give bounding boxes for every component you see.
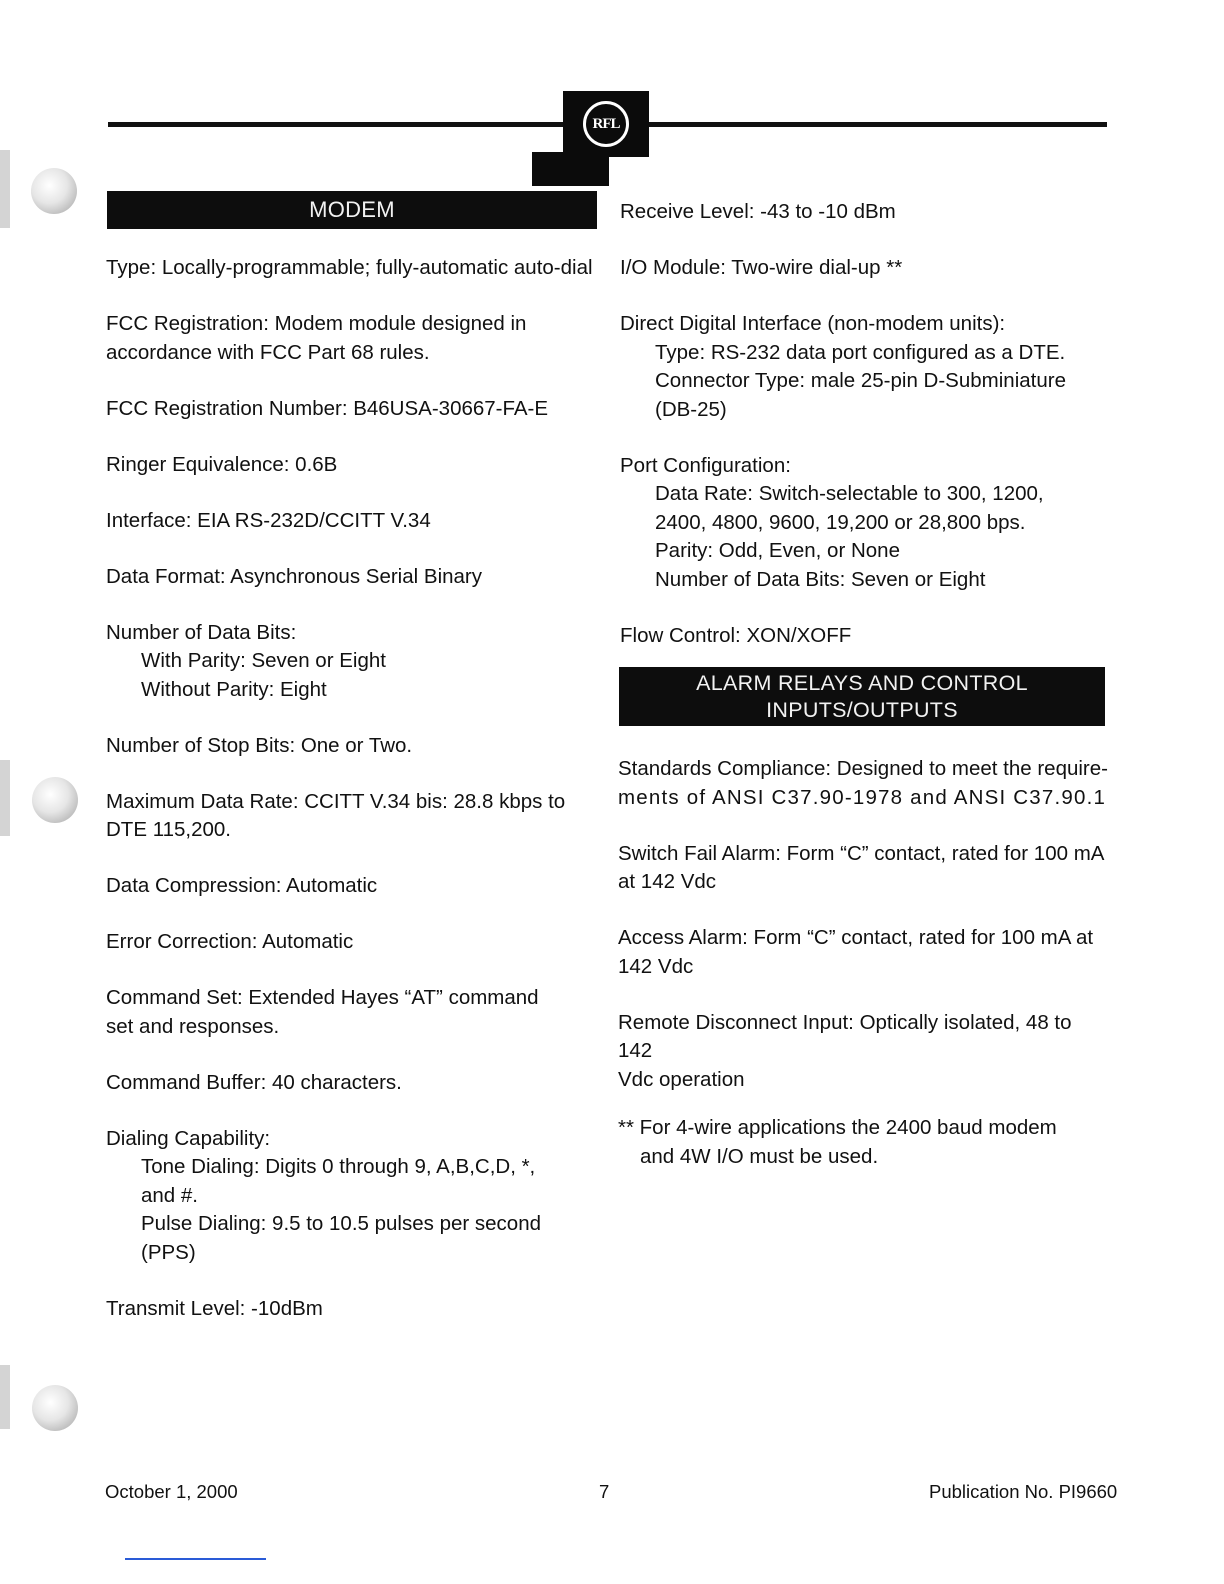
- spec-subtext: Pulse Dialing: 9.5 to 10.5 pulses per second: [141, 1212, 542, 1235]
- spec-item: [106, 1069, 596, 1098]
- spec-item: [106, 507, 596, 536]
- spec-text: Standards Compliance: Designed to meet the require-: [618, 757, 1108, 780]
- binder-hole-bottom: [32, 1385, 78, 1431]
- spec-item: [106, 1295, 596, 1324]
- spec-item: [620, 254, 1110, 283]
- spec-subtext: Data Rate: Switch-selectable to 300, 1200,: [655, 482, 1044, 505]
- spec-text: Flow Control: XON/XOFF: [620, 623, 852, 647]
- spec-text: Remote Disconnect Input: Optically isolated, 48 to 142: [618, 1010, 1072, 1062]
- spec-subtext: 2400, 4800, 9600, 19,200 or 28,800 bps.: [655, 510, 1026, 534]
- footer-date: October 1, 2000: [105, 1481, 238, 1502]
- spec-item: [106, 788, 596, 845]
- spec-text: Interface: EIA RS-232D/CCITT V.34: [106, 508, 431, 532]
- spec-item: [620, 622, 1110, 651]
- spec-item: [106, 451, 596, 480]
- spec-subtext: (DB-25): [655, 397, 727, 421]
- footer-page-number: 7: [599, 1481, 610, 1502]
- spec-item: [620, 198, 1110, 227]
- spec-text: Ringer Equivalence: 0.6B: [106, 452, 338, 476]
- spec-text: Number of Stop Bits: One or Two.: [106, 733, 413, 757]
- spec-text: Data Format: Asynchronous Serial Binary: [106, 564, 482, 588]
- spec-item: [618, 924, 1110, 981]
- spec-item: [106, 872, 596, 901]
- spec-text: Receive Level: -43 to -10 dBm: [620, 200, 896, 223]
- spec-text: Vdc operation: [618, 1067, 745, 1091]
- spec-item: [106, 619, 596, 705]
- header-rule-right: [649, 122, 1107, 127]
- scan-artifact-line: [125, 1558, 266, 1560]
- spec-text: Port Configuration:: [620, 453, 791, 477]
- spec-text: Direct Digital Interface (non-modem units):: [620, 312, 1006, 335]
- spec-text: Number of Data Bits:: [106, 620, 297, 644]
- spec-text: at 142 Vdc: [618, 870, 717, 893]
- binder-edge-top: [0, 150, 10, 228]
- modem-spec-list-continued: [620, 198, 1110, 678]
- spec-item: [620, 310, 1110, 424]
- spec-item: [106, 732, 596, 761]
- modem-section-header: [107, 191, 597, 229]
- spec-item: [106, 310, 596, 367]
- spec-text: Command Set: Extended Hayes “AT” command: [106, 986, 539, 1009]
- spec-text: FCC Registration Number: B46USA-30667-FA-E: [106, 396, 549, 420]
- spec-text: Maximum Data Rate: CCITT V.34 bis: 28.8 kbps to: [106, 789, 566, 813]
- spec-subtext: Connector Type: male 25-pin D-Subminiature: [655, 369, 1066, 392]
- footnote: [618, 1114, 1110, 1171]
- spec-subtext: and #.: [141, 1183, 198, 1207]
- spec-item: [106, 984, 596, 1041]
- spec-item: [106, 928, 596, 957]
- spec-text: ments of ANSI C37.90-1978 and ANSI C37.90.1: [618, 785, 1107, 809]
- binder-edge-bottom: [0, 1365, 10, 1429]
- spec-item: [618, 755, 1110, 812]
- alarm-section-title-line1: ALARM RELAYS AND CONTROL: [696, 671, 1028, 695]
- spec-text: Data Compression: Automatic: [106, 874, 378, 897]
- spec-subtext: Type: RS-232 data port configured as a DTE.: [655, 340, 1066, 364]
- spec-text: set and responses.: [106, 1014, 280, 1038]
- spec-subtext: Number of Data Bits: Seven or Eight: [655, 567, 986, 591]
- binder-hole-top: [31, 168, 77, 214]
- spec-subtext: Tone Dialing: Digits 0 through 9, A,B,C,D, *,: [141, 1155, 536, 1178]
- spec-subtext: With Parity: Seven or Eight: [141, 649, 386, 672]
- spec-item: [106, 1125, 596, 1268]
- spec-item: [106, 563, 596, 592]
- modem-spec-list: [106, 254, 596, 1351]
- spec-subtext: (PPS): [141, 1240, 196, 1264]
- spec-text: Type: Locally-programmable; fully-automatic auto-dial: [106, 256, 593, 279]
- binder-edge-middle: [0, 760, 10, 836]
- spec-text: Command Buffer: 40 characters.: [106, 1070, 402, 1094]
- spec-text: Error Correction: Automatic: [106, 930, 354, 953]
- logo-emblem: RFL: [583, 101, 629, 147]
- spec-text: 142 Vdc: [618, 954, 694, 978]
- spec-subtext: Without Parity: Eight: [141, 677, 327, 701]
- spec-text: FCC Registration: Modem module designed in: [106, 312, 527, 335]
- spec-item: [106, 254, 596, 283]
- spec-text: Dialing Capability:: [106, 1126, 271, 1150]
- binder-hole-middle: [32, 777, 78, 823]
- spec-text: DTE 115,200.: [106, 818, 231, 841]
- spec-item: [618, 1009, 1110, 1095]
- spec-text: Switch Fail Alarm: Form “C” contact, rated for 100 mA: [618, 841, 1105, 865]
- spec-item: [106, 395, 596, 424]
- spec-item: [620, 452, 1110, 595]
- footnote-text: ** For 4-wire applications the 2400 baud modem: [618, 1116, 1057, 1139]
- header-rule-left: [108, 122, 563, 127]
- alarm-section-title-line2: INPUTS/OUTPUTS: [766, 698, 958, 722]
- footnote-text: and 4W I/O must be used.: [640, 1144, 879, 1168]
- spec-text: accordance with FCC Part 68 rules.: [106, 340, 430, 364]
- spec-text: Transmit Level: -10dBm: [106, 1296, 323, 1320]
- modem-section-title: MODEM: [309, 197, 395, 222]
- spec-text: Access Alarm: Form “C” contact, rated for 100 mA at: [618, 926, 1094, 949]
- spec-item: [618, 840, 1110, 897]
- alarm-section-header: [619, 667, 1105, 726]
- footer-publication: Publication No. PI9660: [929, 1481, 1118, 1502]
- company-logo: [563, 91, 649, 157]
- alarm-spec-list: [618, 755, 1110, 1122]
- spec-subtext: Parity: Odd, Even, or None: [655, 539, 900, 562]
- spec-text: I/O Module: Two-wire dial-up **: [620, 256, 903, 279]
- section-tab-marker: [532, 152, 609, 186]
